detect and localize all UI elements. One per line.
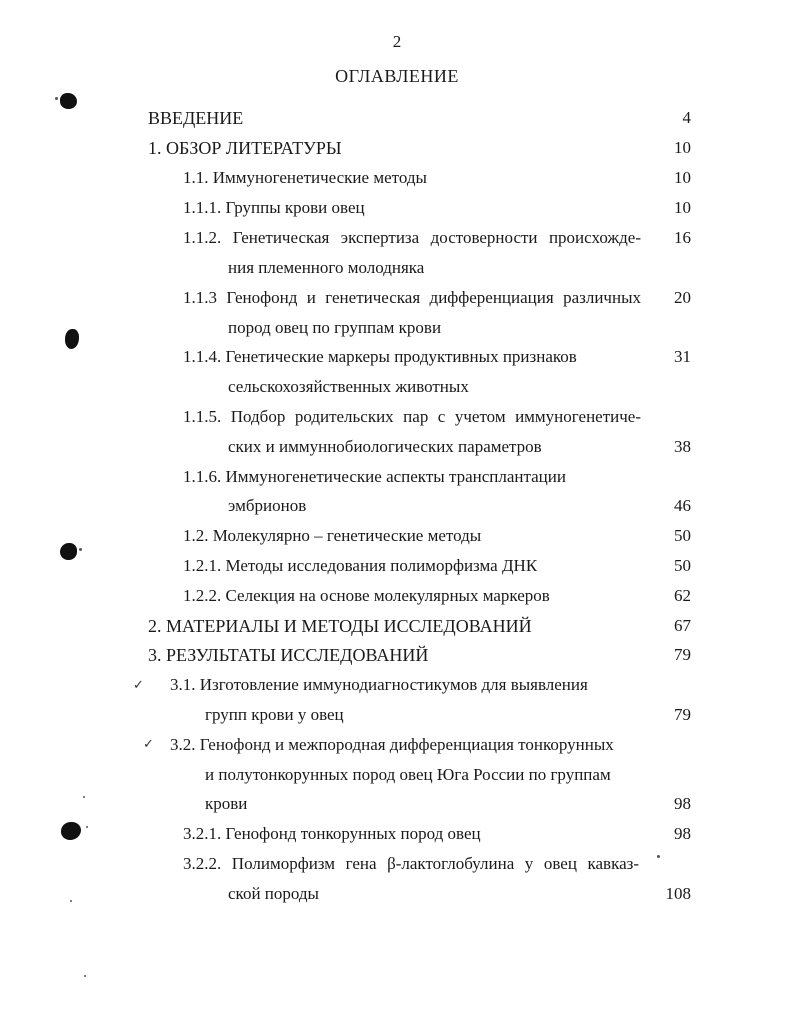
toc-page-ch1: 10: [674, 138, 691, 157]
toc-page-1-1-3: 20: [674, 288, 691, 307]
toc-page-1-2-2: 62: [674, 586, 691, 605]
toc-entry-1-1-2-cont: ния племенного молодняка: [228, 258, 425, 277]
toc-page-ch2: 67: [674, 616, 691, 635]
pencil-check-mark-1: ✓: [133, 678, 144, 693]
toc-entry-1-1-6-cont: эмбрионов: [228, 496, 307, 515]
toc-title: ОГЛАВЛЕНИЕ: [335, 66, 459, 86]
scan-blot-3: [60, 543, 77, 560]
toc-entry-1-2-2: 1.2.2. Селекция на основе молекулярных маркеров: [183, 586, 550, 605]
toc-page-1-2: 50: [674, 526, 691, 545]
toc-page-1-1-6: 46: [674, 496, 691, 515]
scan-speck-3: [86, 826, 88, 828]
toc-page-1-2-1: 50: [674, 556, 691, 575]
scan-speck-4: [657, 855, 660, 858]
toc-entry-3-1-cont: групп крови у овец: [205, 705, 344, 724]
toc-page-3-1: 79: [674, 705, 691, 724]
page-number: 2: [392, 32, 402, 51]
toc-entry-1-1-3: 1.1.3 Генофонд и генетическая дифференциация различных: [183, 288, 641, 307]
toc-entry-1-1-2: 1.1.2. Генетическая экспертиза достоверности происхожде-: [183, 228, 641, 247]
toc-entry-3-1: 3.1. Изготовление иммунодиагностикумов для выявления: [170, 675, 588, 694]
toc-entry-intro: ВВЕДЕНИЕ: [148, 108, 244, 128]
toc-entry-1-2-1: 1.2.1. Методы исследования полиморфизма ДНК: [183, 556, 538, 575]
toc-entry-3-2: 3.2. Генофонд и межпородная дифференциация тонкорунных: [170, 735, 614, 754]
toc-entry-1-1-6: 1.1.6. Иммуногенетические аспекты трансплантации: [183, 467, 566, 486]
toc-entry-ch3: 3. РЕЗУЛЬТАТЫ ИССЛЕДОВАНИЙ: [148, 645, 429, 665]
pencil-check-mark-2: ✓: [143, 737, 154, 752]
toc-entry-1-1-3-cont: пород овец по группам крови: [228, 318, 442, 337]
toc-page-3-2: 98: [674, 794, 691, 813]
toc-entry-1-1-5: 1.1.5. Подбор родительских пар с учетом иммуногенетиче-: [183, 407, 641, 426]
scan-speck-1: [55, 97, 58, 100]
toc-entry-1-1-1: 1.1.1. Группы крови овец: [183, 198, 365, 217]
toc-entry-1-1-4: 1.1.4. Генетические маркеры продуктивных признаков: [183, 347, 577, 366]
toc-page-3-2-2: 108: [665, 884, 691, 903]
toc-entry-1-1: 1.1. Иммуногенетические методы: [183, 168, 427, 187]
toc-page-1-1-5: 38: [674, 437, 691, 456]
toc-entry-3-2-cont: и полутонкорунных пород овец Юга России по группам: [205, 765, 611, 784]
scan-blot-2: [65, 329, 79, 349]
toc-page-1-1-4: 31: [674, 347, 691, 366]
toc-entry-1-2: 1.2. Молекулярно – генетические методы: [183, 526, 482, 545]
toc-entry-ch1: 1. ОБЗОР ЛИТЕРАТУРЫ: [148, 138, 342, 158]
scan-speck-5: [84, 975, 86, 977]
scan-speck-2: [79, 548, 82, 551]
toc-page-3-2-1: 98: [674, 824, 691, 843]
toc-entry-1-1-4-cont: сельскохозяйственных животных: [228, 377, 469, 396]
toc-page-1-1-2: 16: [674, 228, 691, 247]
toc-page-1-1-1: 10: [674, 198, 691, 217]
scan-blot-4: [61, 822, 81, 840]
toc-page-ch3: 79: [674, 645, 691, 664]
toc-entry-ch2: 2. МАТЕРИАЛЫ И МЕТОДЫ ИССЛЕДОВАНИЙ: [148, 616, 532, 636]
scan-speck-6: [83, 796, 85, 798]
toc-entry-3-2-1: 3.2.1. Генофонд тонкорунных пород овец: [183, 824, 481, 843]
toc-page-1-1: 10: [674, 168, 691, 187]
scan-speck-7: [70, 900, 72, 902]
toc-page-intro: 4: [682, 108, 691, 127]
toc-entry-3-2-cont2: крови: [205, 794, 248, 813]
scan-blot-1: [60, 93, 77, 109]
toc-entry-3-2-2-cont: ской породы: [228, 884, 319, 903]
toc-entry-3-2-2: 3.2.2. Полиморфизм гена β-лактоглобулина у овец кавказ-: [183, 854, 639, 873]
toc-entry-1-1-5-cont: ских и иммуннобиологических параметров: [228, 437, 542, 456]
